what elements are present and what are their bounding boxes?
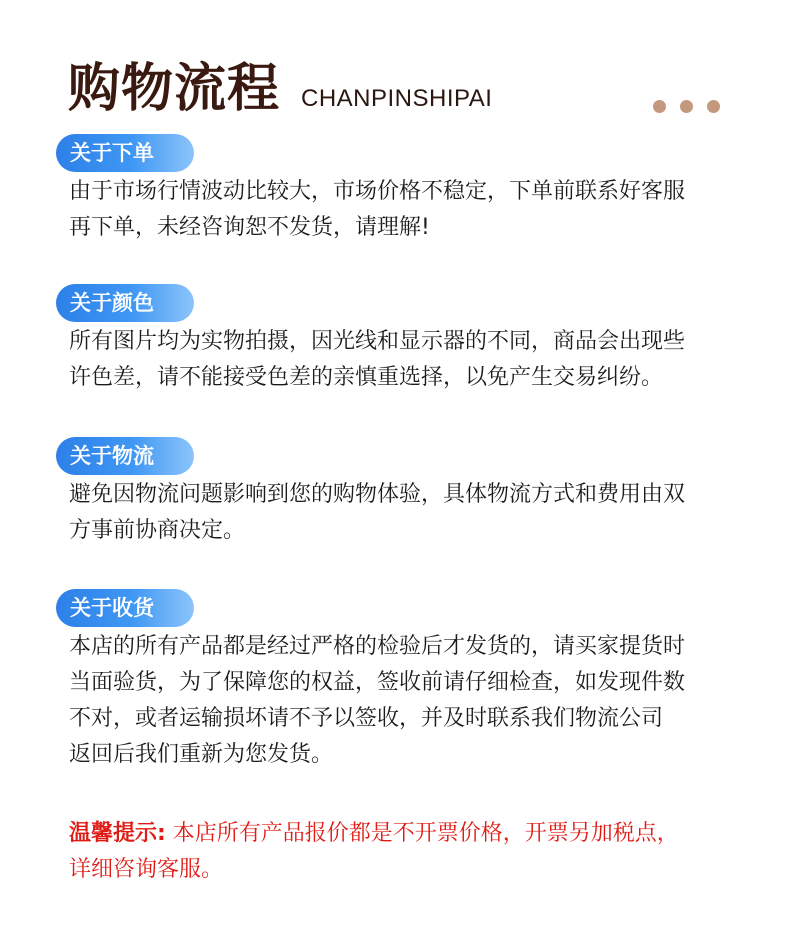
notice-line bbox=[69, 816, 749, 852]
section-color bbox=[56, 284, 756, 396]
dot-icon bbox=[680, 100, 693, 113]
notice-text: 本店所有产品报价都是不开票价格，开票另加税点， bbox=[165, 821, 679, 846]
section-label: 关于颜色 bbox=[56, 284, 194, 322]
body-line: 所有图片均为实物拍摄，因光线和显示器的不同，商品会出现些 bbox=[69, 329, 686, 354]
notice-label: 温馨提示: bbox=[69, 821, 166, 846]
body-line: 由于市场行情波动比较大，市场价格不稳定，下单前联系好客服 bbox=[69, 179, 686, 204]
body-line: 本店的所有产品都是经过严格的检验后才发货的，请买家提货时 bbox=[69, 634, 686, 659]
body-line: 返回后我们重新为您发货。 bbox=[69, 742, 334, 767]
warm-notice bbox=[69, 816, 749, 888]
dot-icon bbox=[707, 100, 720, 113]
body-line: 不对，或者运输损坏请不予以签收，并及时联系我们物流公司 bbox=[69, 706, 664, 731]
section-receiving bbox=[56, 589, 756, 773]
section-body bbox=[69, 174, 749, 246]
decorative-dots bbox=[653, 100, 720, 113]
section-label: 关于下单 bbox=[56, 134, 194, 172]
section-body bbox=[69, 629, 749, 773]
body-line: 许色差，请不能接受色差的亲慎重选择，以免产生交易纠纷。 bbox=[69, 365, 664, 390]
section-label: 关于物流 bbox=[56, 437, 194, 475]
body-line: 当面验货，为了保障您的权益，签收前请仔细检查，如发现件数 bbox=[69, 670, 686, 695]
section-logistics bbox=[56, 437, 756, 549]
page-title: 购物流程 bbox=[68, 59, 281, 119]
body-line: 再下单，未经咨询恕不发货，请理解! bbox=[69, 215, 430, 240]
section-body bbox=[69, 477, 749, 549]
body-line: 方事前协商决定。 bbox=[69, 518, 246, 543]
page-subtitle: CHANPINSHIPAI bbox=[301, 85, 493, 112]
notice-line: 详细咨询客服。 bbox=[69, 857, 224, 882]
page-header bbox=[68, 56, 728, 126]
section-ordering bbox=[56, 134, 756, 246]
section-body bbox=[69, 324, 749, 396]
section-label: 关于收货 bbox=[56, 589, 194, 627]
body-line: 避免因物流问题影响到您的购物体验，具体物流方式和费用由双 bbox=[69, 482, 686, 507]
dot-icon bbox=[653, 100, 666, 113]
